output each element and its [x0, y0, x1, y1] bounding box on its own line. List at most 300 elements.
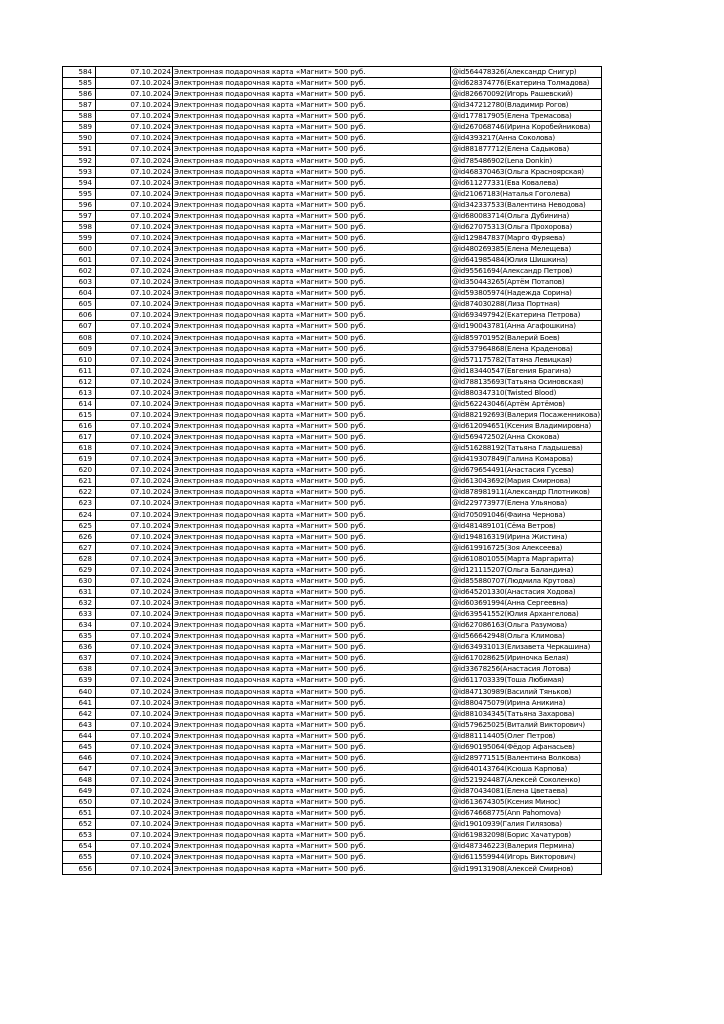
- row-winner: @id183440547(Евгения Брагина): [451, 365, 602, 376]
- row-number: 595: [63, 188, 96, 199]
- row-prize: Электронная подарочная карта «Магнит» 500 руб.: [173, 166, 451, 177]
- table-row: [63, 841, 602, 852]
- row-winner: @id627086163(Ольга Разумова): [451, 620, 602, 631]
- row-winner: @id690195064(Фёдор Афанасьев): [451, 741, 602, 752]
- row-number: 607: [63, 321, 96, 332]
- row-number: 636: [63, 642, 96, 653]
- row-date: 07.10.2024: [96, 520, 173, 531]
- row-prize: Электронная подарочная карта «Магнит» 500 руб.: [173, 111, 451, 122]
- row-date: 07.10.2024: [96, 354, 173, 365]
- row-prize: Электронная подарочная карта «Магнит» 500 руб.: [173, 188, 451, 199]
- row-winner: @id634931013(Елизавета Черкашина): [451, 642, 602, 653]
- row-winner: @id419307849(Галина Комарова): [451, 454, 602, 465]
- table-row: [63, 863, 602, 874]
- row-date: 07.10.2024: [96, 232, 173, 243]
- row-date: 07.10.2024: [96, 631, 173, 642]
- row-winner: @id617028625(Ириночка Белая): [451, 653, 602, 664]
- row-date: 07.10.2024: [96, 752, 173, 763]
- row-date: 07.10.2024: [96, 542, 173, 553]
- row-number: 643: [63, 719, 96, 730]
- row-number: 624: [63, 509, 96, 520]
- row-prize: Электронная подарочная карта «Магнит» 500 руб.: [173, 465, 451, 476]
- row-number: 629: [63, 564, 96, 575]
- row-prize: Электронная подарочная карта «Магнит» 500 руб.: [173, 730, 451, 741]
- row-prize: Электронная подарочная карта «Магнит» 500 руб.: [173, 122, 451, 133]
- row-prize: Электронная подарочная карта «Магнит» 500 руб.: [173, 487, 451, 498]
- table-row: [63, 166, 602, 177]
- row-winner: @id613043692(Мария Смирнова): [451, 476, 602, 487]
- row-winner: @id521924487(Алексей Соколенко): [451, 775, 602, 786]
- row-date: 07.10.2024: [96, 653, 173, 664]
- row-winner: @id481489101(Сёма Ветров): [451, 520, 602, 531]
- row-winner: @id229773977(Елена Ульянова): [451, 498, 602, 509]
- row-prize: Электронная подарочная карта «Магнит» 500 руб.: [173, 199, 451, 210]
- row-winner: @id855880707(Людмила Крутова): [451, 575, 602, 586]
- table-row: [63, 122, 602, 133]
- row-prize: Электронная подарочная карта «Магнит» 500 руб.: [173, 432, 451, 443]
- row-date: 07.10.2024: [96, 78, 173, 89]
- row-number: 594: [63, 177, 96, 188]
- table-row: [63, 819, 602, 830]
- row-number: 640: [63, 686, 96, 697]
- row-winner: @id611703339(Тоша Любимая): [451, 675, 602, 686]
- row-prize: Электронная подарочная карта «Магнит» 500 руб.: [173, 210, 451, 221]
- row-number: 627: [63, 542, 96, 553]
- row-prize: Электронная подарочная карта «Магнит» 500 руб.: [173, 343, 451, 354]
- table-row: [63, 288, 602, 299]
- row-number: 593: [63, 166, 96, 177]
- row-winner: @id579625025(Виталий Викторович): [451, 719, 602, 730]
- row-winner: @id641985484(Юлия Шишкина): [451, 255, 602, 266]
- row-number: 620: [63, 465, 96, 476]
- table-row: [63, 752, 602, 763]
- row-prize: Электронная подарочная карта «Магнит» 500 руб.: [173, 67, 451, 78]
- table-row: [63, 775, 602, 786]
- row-prize: Электронная подарочная карта «Магнит» 500 руб.: [173, 675, 451, 686]
- table-row: [63, 177, 602, 188]
- row-number: 618: [63, 443, 96, 454]
- table-row: [63, 310, 602, 321]
- row-prize: Электронная подарочная карта «Магнит» 500 руб.: [173, 421, 451, 432]
- row-winner: @id859701952(Валерий Боев): [451, 332, 602, 343]
- row-winner: @id4393217(Анна Соколова): [451, 133, 602, 144]
- row-prize: Электронная подарочная карта «Магнит» 500 руб.: [173, 133, 451, 144]
- row-prize: Электронная подарочная карта «Магнит» 500 руб.: [173, 586, 451, 597]
- row-date: 07.10.2024: [96, 719, 173, 730]
- row-prize: Электронная подарочная карта «Магнит» 500 руб.: [173, 255, 451, 266]
- row-winner: @id874030288(Лиза Портная): [451, 299, 602, 310]
- row-winner: @id881114405(Олег Петров): [451, 730, 602, 741]
- row-number: 603: [63, 277, 96, 288]
- row-number: 611: [63, 365, 96, 376]
- table-row: [63, 498, 602, 509]
- row-winner: @id613674305(Ксения Минос): [451, 797, 602, 808]
- row-number: 588: [63, 111, 96, 122]
- row-prize: Электронная подарочная карта «Магнит» 500 руб.: [173, 89, 451, 100]
- row-date: 07.10.2024: [96, 133, 173, 144]
- row-winner: @id705091046(Фаина Чернова): [451, 509, 602, 520]
- row-date: 07.10.2024: [96, 177, 173, 188]
- row-date: 07.10.2024: [96, 277, 173, 288]
- row-number: 604: [63, 288, 96, 299]
- table-row: [63, 354, 602, 365]
- table-row: [63, 664, 602, 675]
- table-row: [63, 708, 602, 719]
- row-date: 07.10.2024: [96, 255, 173, 266]
- row-winner: @id693497942(Екатерина Петрова): [451, 310, 602, 321]
- row-date: 07.10.2024: [96, 730, 173, 741]
- row-date: 07.10.2024: [96, 321, 173, 332]
- row-date: 07.10.2024: [96, 675, 173, 686]
- table-row: [63, 852, 602, 863]
- row-date: 07.10.2024: [96, 343, 173, 354]
- table-row: [63, 642, 602, 653]
- row-date: 07.10.2024: [96, 763, 173, 774]
- row-winner: @id880475079(Ирина Аникина): [451, 697, 602, 708]
- row-winner: @id612094651(Ксения Владимировна): [451, 421, 602, 432]
- row-winner: @id880347310(Twisted Blood): [451, 387, 602, 398]
- row-date: 07.10.2024: [96, 686, 173, 697]
- row-number: 598: [63, 221, 96, 232]
- row-number: 600: [63, 244, 96, 255]
- row-date: 07.10.2024: [96, 409, 173, 420]
- row-winner: @id788135693(Татьяна Осиновская): [451, 376, 602, 387]
- row-date: 07.10.2024: [96, 620, 173, 631]
- row-number: 649: [63, 786, 96, 797]
- row-date: 07.10.2024: [96, 586, 173, 597]
- table-row: [63, 387, 602, 398]
- row-date: 07.10.2024: [96, 89, 173, 100]
- row-number: 631: [63, 586, 96, 597]
- table-row: [63, 133, 602, 144]
- row-prize: Электронная подарочная карта «Магнит» 500 руб.: [173, 376, 451, 387]
- row-winner: @id680083714(Ольга Дубинина): [451, 210, 602, 221]
- row-number: 656: [63, 863, 96, 874]
- row-number: 647: [63, 763, 96, 774]
- row-prize: Электронная подарочная карта «Магнит» 500 руб.: [173, 575, 451, 586]
- row-prize: Электронная подарочная карта «Магнит» 500 руб.: [173, 708, 451, 719]
- row-number: 628: [63, 553, 96, 564]
- row-prize: Электронная подарочная карта «Магнит» 500 руб.: [173, 752, 451, 763]
- row-number: 646: [63, 752, 96, 763]
- row-date: 07.10.2024: [96, 852, 173, 863]
- table-row: [63, 376, 602, 387]
- table-row: [63, 797, 602, 808]
- row-winner: @id627075313(Ольга Прохорова): [451, 221, 602, 232]
- table-row: [63, 542, 602, 553]
- row-prize: Электронная подарочная карта «Магнит» 500 руб.: [173, 498, 451, 509]
- table-row: [63, 188, 602, 199]
- row-prize: Электронная подарочная карта «Магнит» 500 руб.: [173, 609, 451, 620]
- row-date: 07.10.2024: [96, 432, 173, 443]
- table-row: [63, 255, 602, 266]
- row-prize: Электронная подарочная карта «Магнит» 500 руб.: [173, 398, 451, 409]
- table-row: [63, 299, 602, 310]
- table-row: [63, 675, 602, 686]
- row-winner: @id881877712(Елена Садыкова): [451, 144, 602, 155]
- row-winner: @id516288192(Татьяна Гладышева): [451, 443, 602, 454]
- row-prize: Электронная подарочная карта «Магнит» 500 руб.: [173, 564, 451, 575]
- row-number: 644: [63, 730, 96, 741]
- row-number: 592: [63, 155, 96, 166]
- row-number: 648: [63, 775, 96, 786]
- row-prize: Электронная подарочная карта «Магнит» 500 руб.: [173, 177, 451, 188]
- row-date: 07.10.2024: [96, 498, 173, 509]
- row-number: 590: [63, 133, 96, 144]
- row-date: 07.10.2024: [96, 310, 173, 321]
- row-date: 07.10.2024: [96, 365, 173, 376]
- row-number: 585: [63, 78, 96, 89]
- row-prize: Электронная подарочная карта «Магнит» 500 руб.: [173, 775, 451, 786]
- table-row: [63, 454, 602, 465]
- row-date: 07.10.2024: [96, 299, 173, 310]
- table-row: [63, 531, 602, 542]
- row-number: 641: [63, 697, 96, 708]
- row-date: 07.10.2024: [96, 398, 173, 409]
- row-prize: Электронная подарочная карта «Магнит» 500 руб.: [173, 332, 451, 343]
- row-winner: @id33678256(Анастасия Лотова): [451, 664, 602, 675]
- row-number: 615: [63, 409, 96, 420]
- row-winner: @id21067183(Наталья Гоголева): [451, 188, 602, 199]
- row-prize: Электронная подарочная карта «Магнит» 500 руб.: [173, 642, 451, 653]
- row-winner: @id611277331(Ева Ковалева): [451, 177, 602, 188]
- row-number: 601: [63, 255, 96, 266]
- row-number: 651: [63, 808, 96, 819]
- row-prize: Электронная подарочная карта «Магнит» 500 руб.: [173, 531, 451, 542]
- row-date: 07.10.2024: [96, 797, 173, 808]
- row-number: 586: [63, 89, 96, 100]
- row-date: 07.10.2024: [96, 564, 173, 575]
- row-date: 07.10.2024: [96, 841, 173, 852]
- row-date: 07.10.2024: [96, 509, 173, 520]
- table-row: [63, 697, 602, 708]
- table-row: [63, 332, 602, 343]
- row-winner: @id342337533(Валентина Неводова): [451, 199, 602, 210]
- row-number: 634: [63, 620, 96, 631]
- row-date: 07.10.2024: [96, 553, 173, 564]
- row-number: 625: [63, 520, 96, 531]
- table-row: [63, 266, 602, 277]
- row-date: 07.10.2024: [96, 609, 173, 620]
- row-date: 07.10.2024: [96, 221, 173, 232]
- row-prize: Электронная подарочная карта «Магнит» 500 руб.: [173, 509, 451, 520]
- row-date: 07.10.2024: [96, 387, 173, 398]
- row-winner: @id190043781(Анна Агафошкина): [451, 321, 602, 332]
- row-number: 642: [63, 708, 96, 719]
- winners-table: [62, 66, 602, 875]
- row-number: 637: [63, 653, 96, 664]
- row-winner: @id593805974(Надежда Сорина): [451, 288, 602, 299]
- row-prize: Электронная подарочная карта «Магнит» 500 руб.: [173, 841, 451, 852]
- row-winner: @id870434081(Елена Цветаева): [451, 786, 602, 797]
- table-row: [63, 487, 602, 498]
- row-date: 07.10.2024: [96, 188, 173, 199]
- table-row: [63, 830, 602, 841]
- row-date: 07.10.2024: [96, 122, 173, 133]
- row-date: 07.10.2024: [96, 808, 173, 819]
- row-date: 07.10.2024: [96, 67, 173, 78]
- table-row: [63, 421, 602, 432]
- row-date: 07.10.2024: [96, 100, 173, 111]
- row-prize: Электронная подарочная карта «Магнит» 500 руб.: [173, 664, 451, 675]
- row-date: 07.10.2024: [96, 697, 173, 708]
- row-number: 626: [63, 531, 96, 542]
- row-winner: @id639541552(Юлия Архангелова): [451, 609, 602, 620]
- row-winner: @id674668775(Ann Pahomova): [451, 808, 602, 819]
- row-prize: Электронная подарочная карта «Магнит» 500 руб.: [173, 144, 451, 155]
- row-number: 587: [63, 100, 96, 111]
- row-date: 07.10.2024: [96, 642, 173, 653]
- table-row: [63, 321, 602, 332]
- row-prize: Электронная подарочная карта «Магнит» 500 руб.: [173, 288, 451, 299]
- table-row: [63, 598, 602, 609]
- row-prize: Электронная подарочная карта «Магнит» 500 руб.: [173, 830, 451, 841]
- table-row: [63, 100, 602, 111]
- row-winner: @id610801055(Марта Маргарита): [451, 553, 602, 564]
- table-row: [63, 730, 602, 741]
- row-number: 591: [63, 144, 96, 155]
- row-winner: @id619832098(Борис Хачатуров): [451, 830, 602, 841]
- row-prize: Электронная подарочная карта «Магнит» 500 руб.: [173, 520, 451, 531]
- row-number: 602: [63, 266, 96, 277]
- row-winner: @id619916725(Зоя Алексеева): [451, 542, 602, 553]
- table-row: [63, 155, 602, 166]
- row-winner: @id468370463(Ольга Красноярская): [451, 166, 602, 177]
- row-date: 07.10.2024: [96, 598, 173, 609]
- row-prize: Электронная подарочная карта «Магнит» 500 руб.: [173, 719, 451, 730]
- row-date: 07.10.2024: [96, 476, 173, 487]
- row-date: 07.10.2024: [96, 830, 173, 841]
- row-winner: @id121115207(Ольга Баландина): [451, 564, 602, 575]
- row-prize: Электронная подарочная карта «Магнит» 500 руб.: [173, 277, 451, 288]
- table-row: [63, 564, 602, 575]
- row-winner: @id129847837(Марго Фуряева): [451, 232, 602, 243]
- table-row: [63, 575, 602, 586]
- row-prize: Электронная подарочная карта «Магнит» 500 руб.: [173, 321, 451, 332]
- row-prize: Электронная подарочная карта «Магнит» 500 руб.: [173, 266, 451, 277]
- row-prize: Электронная подарочная карта «Магнит» 500 руб.: [173, 741, 451, 752]
- row-date: 07.10.2024: [96, 575, 173, 586]
- table-row: [63, 686, 602, 697]
- row-number: 638: [63, 664, 96, 675]
- row-date: 07.10.2024: [96, 775, 173, 786]
- row-prize: Электронная подарочная карта «Магнит» 500 руб.: [173, 797, 451, 808]
- row-number: 635: [63, 631, 96, 642]
- row-winner: @id628374776(Екатерина Толмадова): [451, 78, 602, 89]
- row-date: 07.10.2024: [96, 531, 173, 542]
- row-date: 07.10.2024: [96, 376, 173, 387]
- row-number: 597: [63, 210, 96, 221]
- row-winner: @id347212780(Владимир Рогов): [451, 100, 602, 111]
- row-winner: @id177817905(Елена Тремасова): [451, 111, 602, 122]
- row-winner: @id571175782(Татяна Левицкая): [451, 354, 602, 365]
- row-date: 07.10.2024: [96, 487, 173, 498]
- row-prize: Электронная подарочная карта «Магнит» 500 руб.: [173, 354, 451, 365]
- table-row: [63, 763, 602, 774]
- row-number: 654: [63, 841, 96, 852]
- row-prize: Электронная подарочная карта «Магнит» 500 руб.: [173, 299, 451, 310]
- row-number: 589: [63, 122, 96, 133]
- table-row: [63, 210, 602, 221]
- table-row: [63, 409, 602, 420]
- row-number: 630: [63, 575, 96, 586]
- row-date: 07.10.2024: [96, 199, 173, 210]
- row-date: 07.10.2024: [96, 708, 173, 719]
- row-date: 07.10.2024: [96, 166, 173, 177]
- row-prize: Электронная подарочная карта «Магнит» 500 руб.: [173, 387, 451, 398]
- row-date: 07.10.2024: [96, 421, 173, 432]
- row-prize: Электронная подарочная карта «Магнит» 500 руб.: [173, 221, 451, 232]
- row-number: 621: [63, 476, 96, 487]
- table-row: [63, 741, 602, 752]
- row-winner: @id487346223(Валерия Пермина): [451, 841, 602, 852]
- row-number: 619: [63, 454, 96, 465]
- row-prize: Электронная подарочная карта «Магнит» 500 руб.: [173, 653, 451, 664]
- row-prize: Электронная подарочная карта «Магнит» 500 руб.: [173, 819, 451, 830]
- row-prize: Электронная подарочная карта «Магнит» 500 руб.: [173, 310, 451, 321]
- row-number: 616: [63, 421, 96, 432]
- row-number: 617: [63, 432, 96, 443]
- row-number: 605: [63, 299, 96, 310]
- row-winner: @id878981911(Александр Плотников): [451, 487, 602, 498]
- row-winner: @id679654491(Анастасия Гусева): [451, 465, 602, 476]
- row-winner: @id881034345(Татьяна Захарова): [451, 708, 602, 719]
- table-row: [63, 244, 602, 255]
- row-number: 652: [63, 819, 96, 830]
- row-prize: Электронная подарочная карта «Магнит» 500 руб.: [173, 631, 451, 642]
- row-winner: @id826670092(Игорь Рашевский): [451, 89, 602, 100]
- row-number: 610: [63, 354, 96, 365]
- row-prize: Электронная подарочная карта «Магнит» 500 руб.: [173, 553, 451, 564]
- row-date: 07.10.2024: [96, 863, 173, 874]
- table-row: [63, 465, 602, 476]
- table-row: [63, 476, 602, 487]
- row-number: 584: [63, 67, 96, 78]
- row-winner: @id882192693(Валерия Посаженникова): [452, 409, 600, 419]
- row-prize: Электронная подарочная карта «Магнит» 500 руб.: [173, 863, 451, 874]
- row-date: 07.10.2024: [96, 443, 173, 454]
- row-date: 07.10.2024: [96, 155, 173, 166]
- table-row: [63, 199, 602, 210]
- row-prize: Электронная подарочная карта «Магнит» 500 руб.: [173, 409, 451, 420]
- row-winner: @id480269385(Елена Мелещева): [451, 244, 602, 255]
- table-row: [63, 808, 602, 819]
- table-row: [63, 553, 602, 564]
- row-prize: Электронная подарочная карта «Магнит» 500 руб.: [173, 232, 451, 243]
- row-date: 07.10.2024: [96, 465, 173, 476]
- table-row: [63, 277, 602, 288]
- row-date: 07.10.2024: [96, 266, 173, 277]
- table-row: [63, 111, 602, 122]
- row-date: 07.10.2024: [96, 210, 173, 221]
- row-number: 639: [63, 675, 96, 686]
- row-prize: Электронная подарочная карта «Магнит» 500 руб.: [173, 155, 451, 166]
- table-row: [63, 520, 602, 531]
- row-number: 655: [63, 852, 96, 863]
- row-winner: @id267068746(Ирина Коробейникова): [451, 122, 602, 133]
- row-date: 07.10.2024: [96, 332, 173, 343]
- row-number: 633: [63, 609, 96, 620]
- row-number: 599: [63, 232, 96, 243]
- row-winner: @id785486902(Lena Donkin): [451, 155, 602, 166]
- table-row: [63, 631, 602, 642]
- row-number: 622: [63, 487, 96, 498]
- table-row: [63, 653, 602, 664]
- row-winner: @id611559944(Игорь Викторович): [451, 852, 602, 863]
- row-prize: Электронная подарочная карта «Магнит» 500 руб.: [173, 542, 451, 553]
- row-prize: Электронная подарочная карта «Магнит» 500 руб.: [173, 476, 451, 487]
- table-row: [63, 443, 602, 454]
